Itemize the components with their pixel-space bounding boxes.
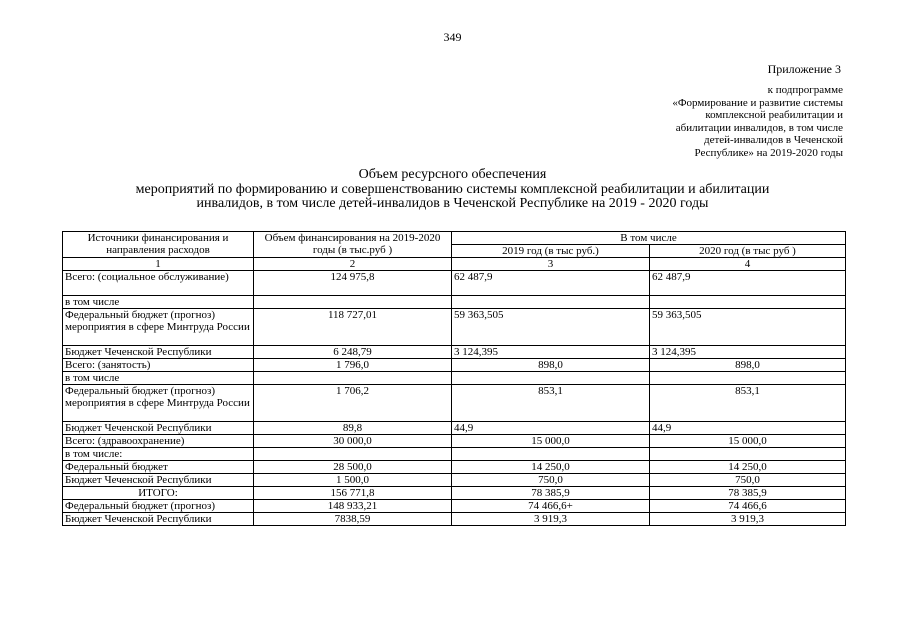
row-label: Бюджет Чеченской Республики [63,422,254,435]
row-label: Федеральный бюджет (прогноз) мероприятия в сфере Минтруда России [63,385,254,422]
document-title [60,168,845,212]
row-total [254,296,452,309]
row-label: Всего: (социальное обслуживание) [63,271,254,296]
row-2019 [452,372,650,385]
header-2020: 2020 год (в тыс руб ) [650,245,846,258]
row-total: 1 500,0 [254,474,452,487]
table-row [63,271,846,296]
table-row [63,500,846,513]
appendix-note-line: комплексной реабилитации и [705,109,843,122]
resources-table [62,231,846,526]
row-total: 1 796,0 [254,359,452,372]
row-2020: 74 466,6 [650,500,846,513]
row-2019: 74 466,6+ [452,500,650,513]
row-label: Всего: (занятость) [63,359,254,372]
appendix-label: Приложение 3 [767,62,841,76]
row-label: в том числе: [63,448,254,461]
row-label: Федеральный бюджет (прогноз) [63,500,254,513]
row-total: 156 771,8 [254,487,452,500]
column-number: 3 [452,258,650,271]
page-number: 349 [443,30,462,44]
row-2020: 62 487,9 [650,271,846,296]
column-number: 1 [63,258,254,271]
row-2020 [650,372,846,385]
table-row [63,435,846,448]
table-row [63,461,846,474]
row-2019: 750,0 [452,474,650,487]
table-row [63,474,846,487]
row-2019: 898,0 [452,359,650,372]
table-row [63,296,846,309]
column-number: 2 [254,258,452,271]
header-group: В том числе [452,232,846,245]
row-2019 [452,448,650,461]
row-total: 148 933,21 [254,500,452,513]
row-label: Бюджет Чеченской Республики [63,474,254,487]
row-total: 89,8 [254,422,452,435]
row-2020: 750,0 [650,474,846,487]
row-label: Всего: (здравоохранение) [63,435,254,448]
table-row [63,359,846,372]
row-total: 6 248,79 [254,346,452,359]
table-row [63,372,846,385]
header-total: Объем финансирования на 2019-2020 годы (в тыс.руб ) [254,232,452,258]
appendix-note-line: детей-инвалидов в Чеченской [704,134,843,147]
row-2020: 853,1 [650,385,846,422]
appendix-note [613,84,843,160]
row-label: ИТОГО: [63,487,254,500]
row-2020: 3 124,395 [650,346,846,359]
row-label: в том числе [63,296,254,309]
table-row [63,309,846,346]
row-2019 [452,296,650,309]
header-row [63,232,846,245]
appendix-note-line: Республике» на 2019-2020 годы [694,146,843,159]
row-2020: 44,9 [650,422,846,435]
row-2020 [650,296,846,309]
row-2019: 62 487,9 [452,271,650,296]
row-total [254,372,452,385]
row-2020: 3 919,3 [650,513,846,526]
row-2019: 3 124,395 [452,346,650,359]
row-2019: 44,9 [452,422,650,435]
row-total: 1 706,2 [254,385,452,422]
row-2019: 3 919,3 [452,513,650,526]
row-label: Федеральный бюджет (прогноз) мероприятия в сфере Минтруда России [63,309,254,346]
row-total: 118 727,01 [254,309,452,346]
header-2019: 2019 год (в тыс руб.) [452,245,650,258]
row-total: 28 500,0 [254,461,452,474]
row-total: 124 975,8 [254,271,452,296]
title-line: инвалидов, в том числе детей-инвалидов в Чеченской Республике на 2019 - 2020 годы [196,196,709,211]
appendix-note-line: к подпрограмме [767,84,843,96]
table-row [63,385,846,422]
row-2020: 59 363,505 [650,309,846,346]
row-2020: 78 385,9 [650,487,846,500]
row-total [254,448,452,461]
header-sources: Источники финансирования и направления расходов [63,232,254,258]
row-2020: 14 250,0 [650,461,846,474]
row-label: в том числе [63,372,254,385]
row-label: Бюджет Чеченской Республики [63,513,254,526]
appendix-note-line: абилитации инвалидов, в том числе [675,121,843,134]
title-line: Объем ресурсного обеспечения [358,167,547,182]
table-row [63,422,846,435]
column-number-row [63,258,846,271]
table-row [63,513,846,526]
row-2019: 59 363,505 [452,309,650,346]
row-2019: 15 000,0 [452,435,650,448]
row-2020: 898,0 [650,359,846,372]
table-row-total [63,487,846,500]
title-line: мероприятий по формированию и совершенствованию системы комплексной реабилитации и абилитации [135,181,770,197]
table-row [63,346,846,359]
table-row [63,448,846,461]
appendix-note-line: «Формирование и развитие системы [672,96,843,109]
row-total: 7838,59 [254,513,452,526]
row-total: 30 000,0 [254,435,452,448]
column-number: 4 [650,258,846,271]
row-2019: 14 250,0 [452,461,650,474]
row-2020 [650,448,846,461]
row-2019: 853,1 [452,385,650,422]
row-2019: 78 385,9 [452,487,650,500]
row-label: Федеральный бюджет [63,461,254,474]
row-label: Бюджет Чеченской Республики [63,346,254,359]
row-2020: 15 000,0 [650,435,846,448]
